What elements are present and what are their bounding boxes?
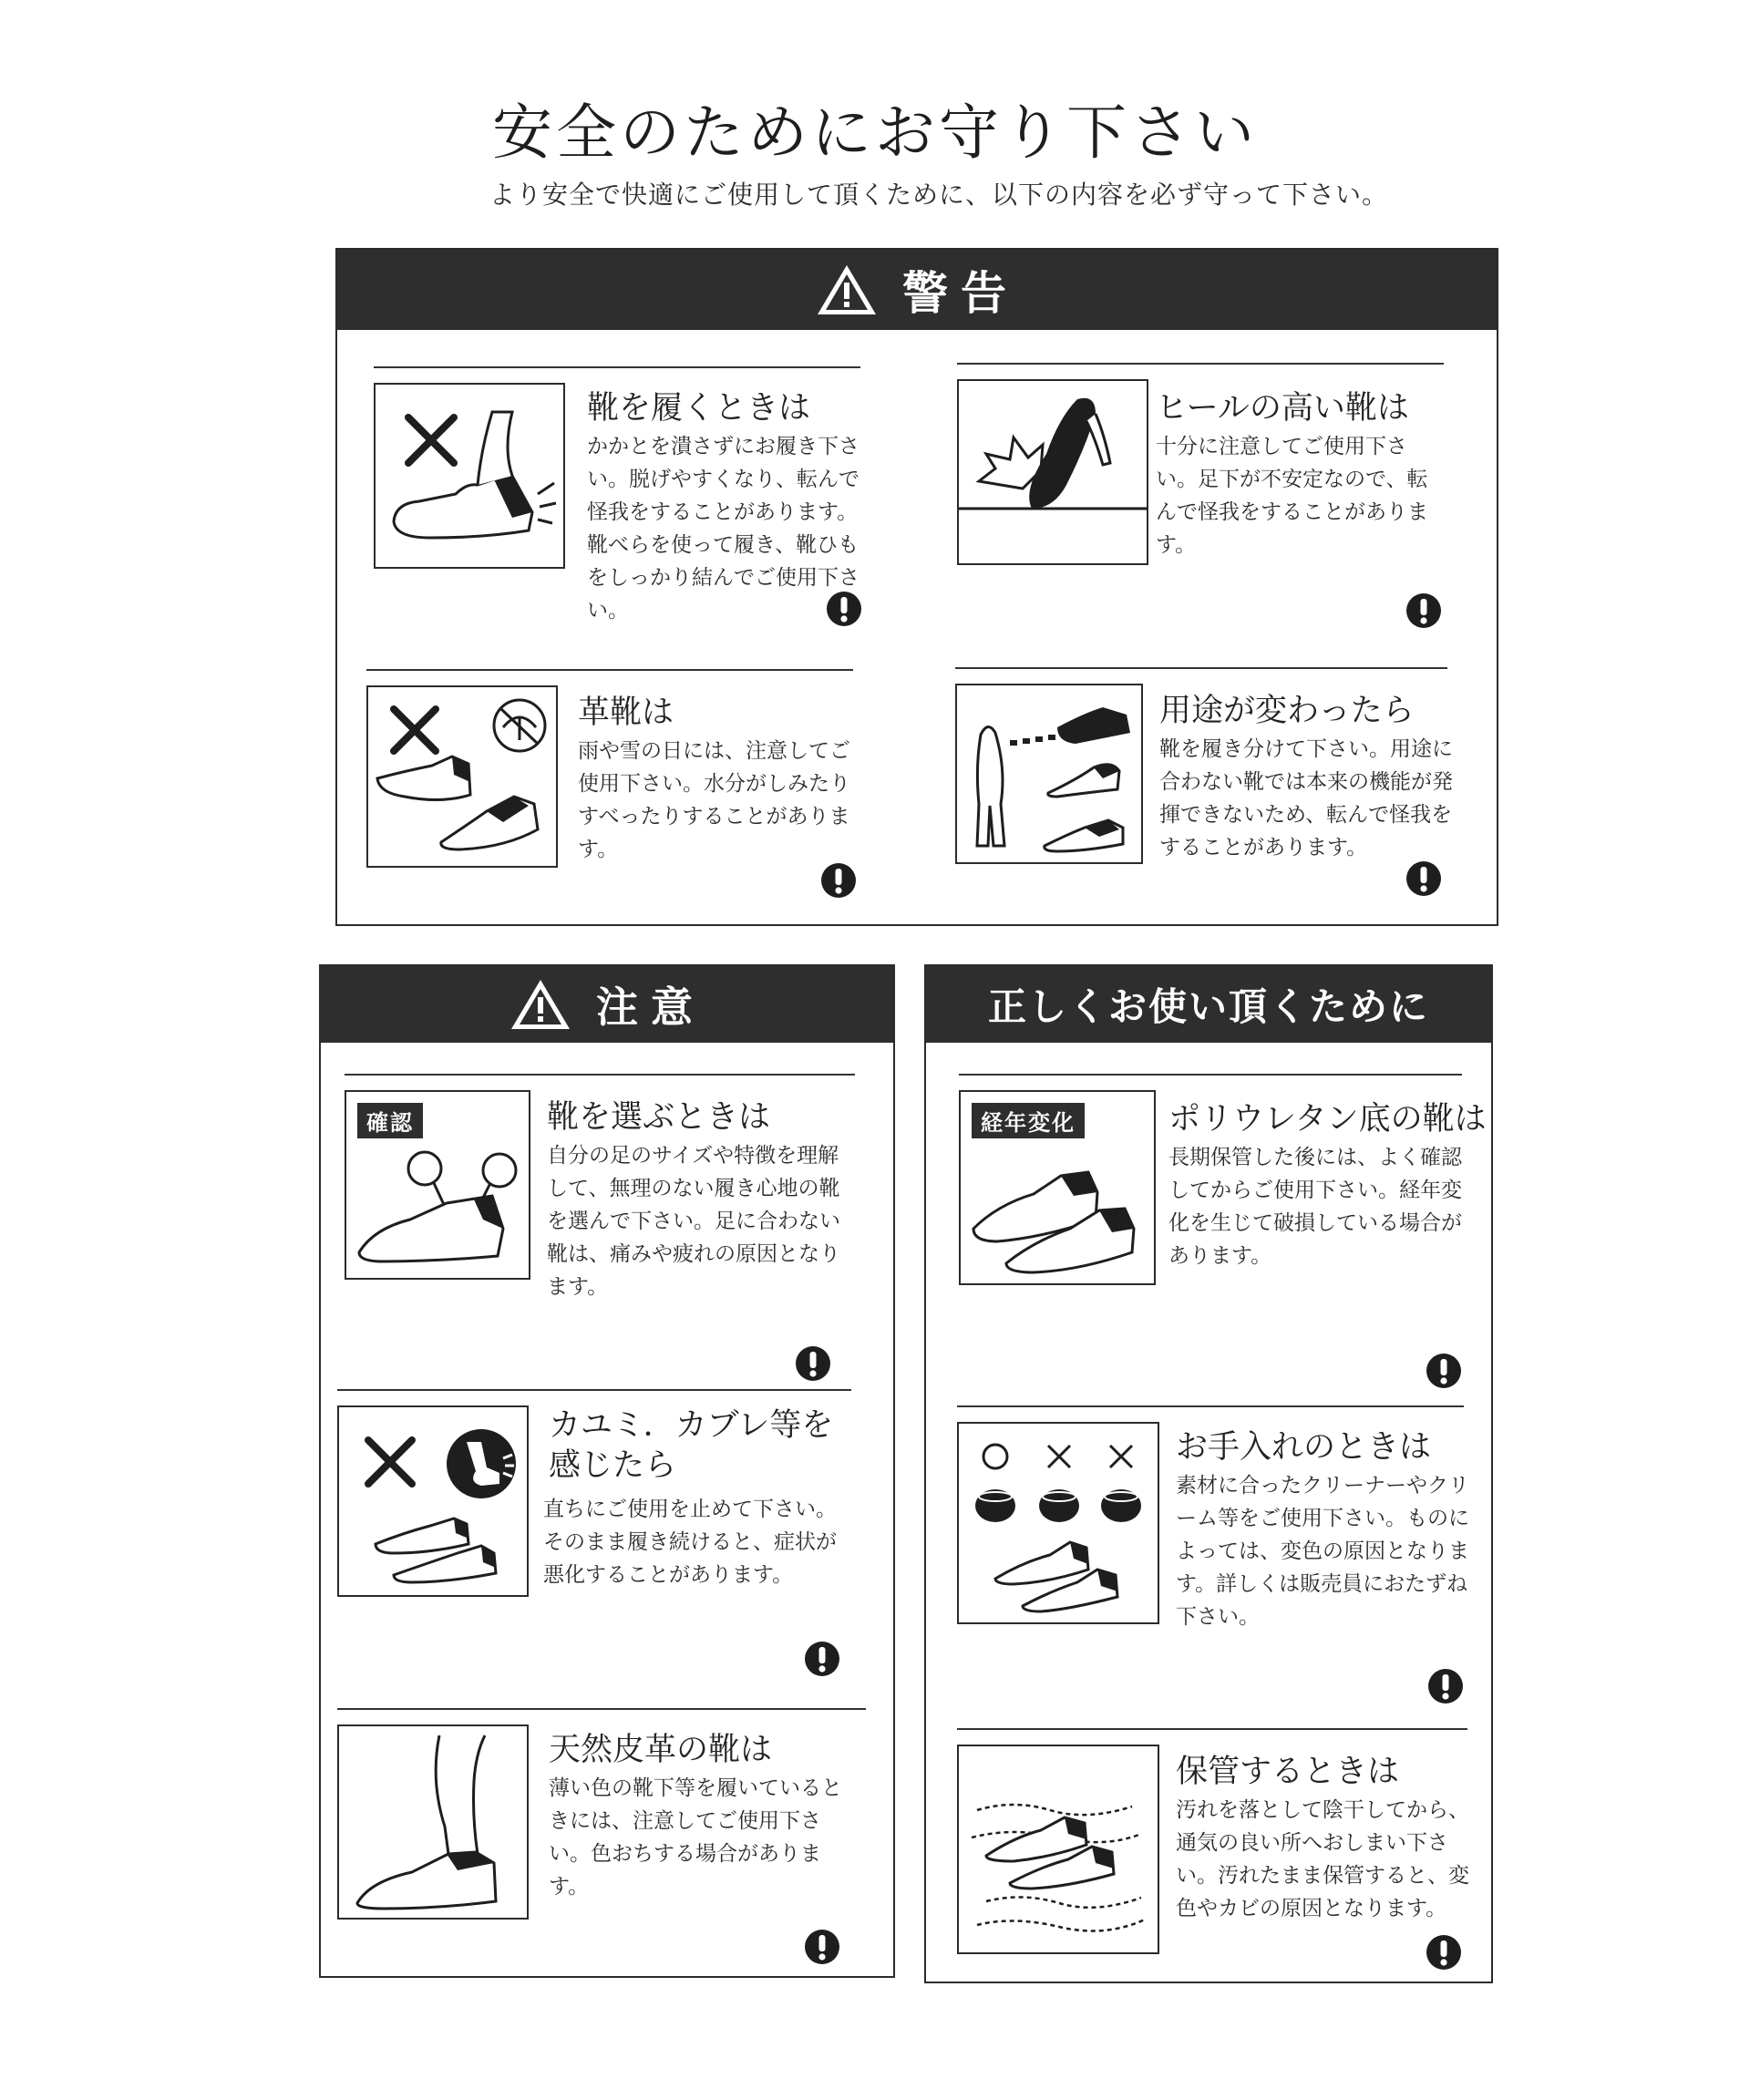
warning-triangle-icon [509,977,572,1032]
warning-item-purpose-change [955,667,1477,899]
exclamation-circle-icon [804,1641,840,1677]
item-title: ポリウレタン底の靴は [1168,1101,1487,1138]
item-title: 靴を履くときは [587,390,811,427]
item-title: 靴を選ぶときは [547,1099,771,1136]
itchy-foot-icon [447,1429,516,1498]
warning-item-leather-shoes [366,669,877,899]
item-body: 汚れを落として陰干してから、通気の良い所へおしまい下さい。汚れたまま保管すると、変色やカビの原因となります。 [1176,1798,1469,1920]
shoe-heel-crush-illustration [374,383,565,569]
exclamation-circle-icon [1405,860,1442,897]
exclamation-circle-icon [826,591,862,627]
caution-item-natural-leather [337,1708,866,1972]
item-title: カユミ．カブレ等を感じたら [549,1407,834,1484]
item-body: 靴を履き分けて下さい。用途に合わない靴では本来の機能が発揮できないため、転んで怪我をすることがあります。 [1159,737,1453,860]
high-heel-slip-illustration [957,379,1148,565]
page-title: 安全のためにお守り下さい [492,98,1258,168]
item-body: 長期保管した後には、よく確認してからご使用下さい。経年変化を生じて破損している場合があります。 [1168,1146,1462,1268]
exclamation-circle-icon [1426,1353,1462,1389]
exclamation-circle-icon [795,1345,831,1382]
item-title: 用途が変わったら [1159,693,1415,729]
caution-item-itching [337,1389,866,1688]
item-title: 天然皮革の靴は [549,1732,773,1768]
leather-color-transfer-illustration [337,1724,529,1920]
shoe-types-illustration [955,684,1143,864]
shoe-fit-check-illustration [345,1090,530,1280]
exclamation-circle-icon [820,862,857,899]
warning-header [337,250,1497,330]
caution-section [319,964,895,1978]
proper-item-care [957,1405,1478,1708]
exclamation-circle-icon [1426,1934,1462,1971]
item-body: かかとを潰さずにお履き下さい。脱げやすくなり、転んで怪我をすることがあります。靴べらを使って履き、靴ひもをしっかり結んでご使用下さい。 [587,435,860,623]
aged-shoes-illustration [959,1090,1156,1285]
circle-ok-icon [983,1445,1007,1468]
item-title: お手入れのときは [1176,1429,1432,1466]
warning-header-label: 警告 [902,267,1019,320]
skin-irritation-illustration [337,1405,529,1597]
caution-header [321,966,893,1043]
proper-item-storage [957,1728,1478,1976]
item-title: 革靴は [578,695,674,731]
item-body: 十分に注意してご使用下さい。足下が不安定なので、転んで怪我をすることがあります。 [1156,435,1428,557]
cleaner-selection-illustration [957,1422,1159,1624]
proper-item-polyurethane [959,1074,1487,1393]
prohibited-x-icon [394,709,436,751]
exclamation-circle-icon [1427,1668,1464,1704]
prohibited-x-icon [368,1440,412,1484]
proper-use-section [924,964,1493,1983]
exclamation-circle-icon [804,1929,840,1965]
item-body: 雨や雪の日には、注意してご使用下さい。水分がしみたりすべったりすることがあります。 [578,739,850,861]
item-body: 薄い色の靴下等を履いているときには、注意してご使用下さい。色おちする場合があります。 [549,1776,842,1899]
proper-use-header [926,966,1491,1043]
warning-triangle-icon [815,262,879,317]
caution-header-label: 注意 [596,983,705,1032]
item-body: 直ちにご使用を止めて下さい。そのまま履き続けると、症状が悪化することがあります。 [543,1498,837,1587]
item-body: 自分の足のサイズや特徴を理解して、無理のない履き心地の靴を選んで下さい。足に合わない靴は、痛みや疲れの原因となります。 [547,1144,840,1299]
warning-section [335,248,1498,926]
caution-item-choosing-shoes [345,1074,873,1384]
item-title: ヒールの高い靴は [1156,390,1409,427]
proper-use-header-label: 正しくお使い頂くために [987,984,1429,1029]
umbrella-icon [494,700,545,751]
warning-item-high-heels [957,363,1467,633]
item-title: 保管するときは [1176,1754,1400,1790]
prohibited-x-icon [408,417,454,463]
leather-shoe-rain-illustration [366,685,558,868]
page-subtitle: より安全で快適にご使用して頂くために、以下の内容を必ず守って下さい。 [489,180,1388,210]
pict-tag: 確認 [357,1103,423,1138]
item-body: 素材に合ったクリーナーやクリーム等をご使用下さい。ものによっては、変色の原因となります。詳しくは販売員におたずね下さい。 [1176,1474,1469,1629]
exclamation-circle-icon [1405,592,1442,629]
warning-item-putting-on-shoes [374,366,866,633]
pict-tag: 経年変化 [972,1103,1085,1138]
shoe-storage-airing-illustration [957,1745,1159,1954]
